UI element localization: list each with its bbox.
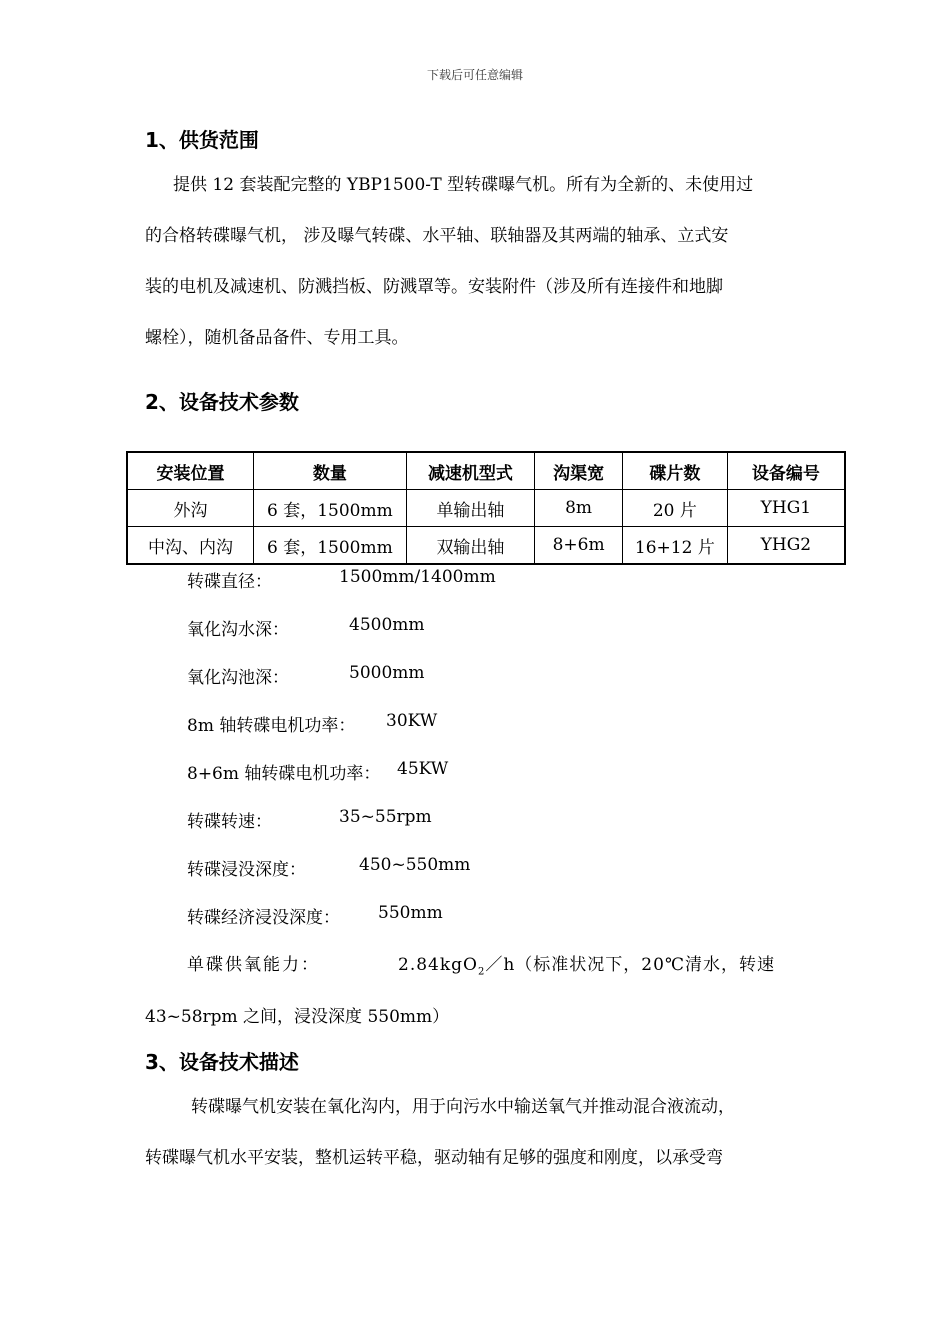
column-header: 沟渠宽	[535, 452, 623, 490]
table-cell: 20 片	[623, 490, 728, 527]
param-value: 45KW	[397, 759, 449, 779]
table-row	[127, 527, 845, 565]
table-cell: YHG2	[727, 527, 845, 565]
supply-value-rest: ／h（标准状况下，20℃清水，转速	[485, 955, 775, 975]
paragraph-line: 提供 12 套装配完整的 YBP1500-T 型转碟曝气机。所有为全新的、未使用过	[173, 175, 754, 195]
table-cell: YHG1	[727, 490, 845, 527]
column-header: 安装位置	[127, 452, 254, 490]
table-cell: 16+12 片	[623, 527, 728, 565]
section-1-title: 1、供货范围	[145, 128, 259, 152]
param-value	[398, 950, 775, 977]
param-label: 8m 轴转碟电机功率：	[187, 716, 356, 736]
paragraph-line: 装的电机及减速机、防溅挡板、防溅罩等。安装附件（涉及所有连接件和地脚	[145, 277, 723, 297]
spec-table	[126, 451, 846, 565]
table-cell: 单输出轴	[406, 490, 534, 527]
table-cell: 8m	[535, 490, 623, 527]
section-3-paragraph	[145, 1082, 807, 1184]
param-label: 转碟浸没深度：	[187, 860, 306, 880]
column-header: 减速机型式	[406, 452, 534, 490]
param-value: 5000mm	[349, 663, 425, 683]
param-label: 8+6m 轴转碟电机功率：	[187, 764, 381, 784]
paragraph-line: 的合格转碟曝气机， 涉及曝气转碟、水平轴、联轴器及其两端的轴承、立式安	[145, 226, 729, 246]
supply-row	[187, 950, 775, 978]
param-row	[187, 567, 496, 592]
column-header: 设备编号	[727, 452, 845, 490]
param-row	[187, 615, 425, 640]
param-label: 氧化沟水深：	[187, 620, 289, 640]
section-2-title: 2、设备技术参数	[145, 390, 299, 414]
section-3-title: 3、设备技术描述	[145, 1050, 299, 1074]
table-header-row	[127, 452, 845, 490]
param-row	[187, 759, 449, 784]
param-label: 转碟经济浸没深度：	[187, 908, 340, 928]
param-value: 4500mm	[349, 615, 425, 635]
page-header: 下载后可任意编辑	[426, 68, 523, 82]
table-row	[127, 490, 845, 527]
param-label: 转碟直径：	[187, 572, 272, 592]
paragraph-line: 转碟曝气机安装在氧化沟内，用于向污水中输送氧气并推动混合液流动，	[191, 1097, 735, 1117]
table-cell: 中沟、内沟	[127, 527, 254, 565]
table-cell: 8+6m	[535, 527, 623, 565]
column-header: 数量	[254, 452, 407, 490]
supply-subscript: 2	[477, 966, 486, 978]
param-row	[187, 855, 471, 880]
param-label: 单碟供氧能力：	[187, 955, 320, 975]
supply-value: 2.84kgO	[398, 955, 478, 975]
table-cell: 外沟	[127, 490, 254, 527]
param-row	[187, 711, 438, 736]
param-value: 30KW	[386, 711, 438, 731]
column-header: 碟片数	[623, 452, 728, 490]
param-row	[187, 663, 425, 688]
paragraph-line: 螺栓），随机备品备件、专用工具。	[145, 328, 409, 348]
param-row	[187, 807, 432, 832]
param-value: 550mm	[378, 903, 443, 923]
table-cell: 双输出轴	[406, 527, 534, 565]
param-row	[187, 903, 443, 928]
supply-continuation: 43~58rpm 之间，浸没深度 550mm）	[145, 1007, 450, 1027]
param-label: 氧化沟池深：	[187, 668, 289, 688]
section-1-paragraph	[145, 160, 807, 364]
param-label: 转碟转速：	[187, 812, 272, 832]
paragraph-line: 转碟曝气机水平安装，整机运转平稳，驱动轴有足够的强度和刚度，以承受弯	[145, 1148, 723, 1168]
table-cell: 6 套，1500mm	[254, 490, 407, 527]
param-value: 450~550mm	[359, 855, 471, 875]
param-value: 1500mm/1400mm	[339, 567, 496, 587]
table-cell: 6 套，1500mm	[254, 527, 407, 565]
param-value: 35~55rpm	[339, 807, 432, 827]
